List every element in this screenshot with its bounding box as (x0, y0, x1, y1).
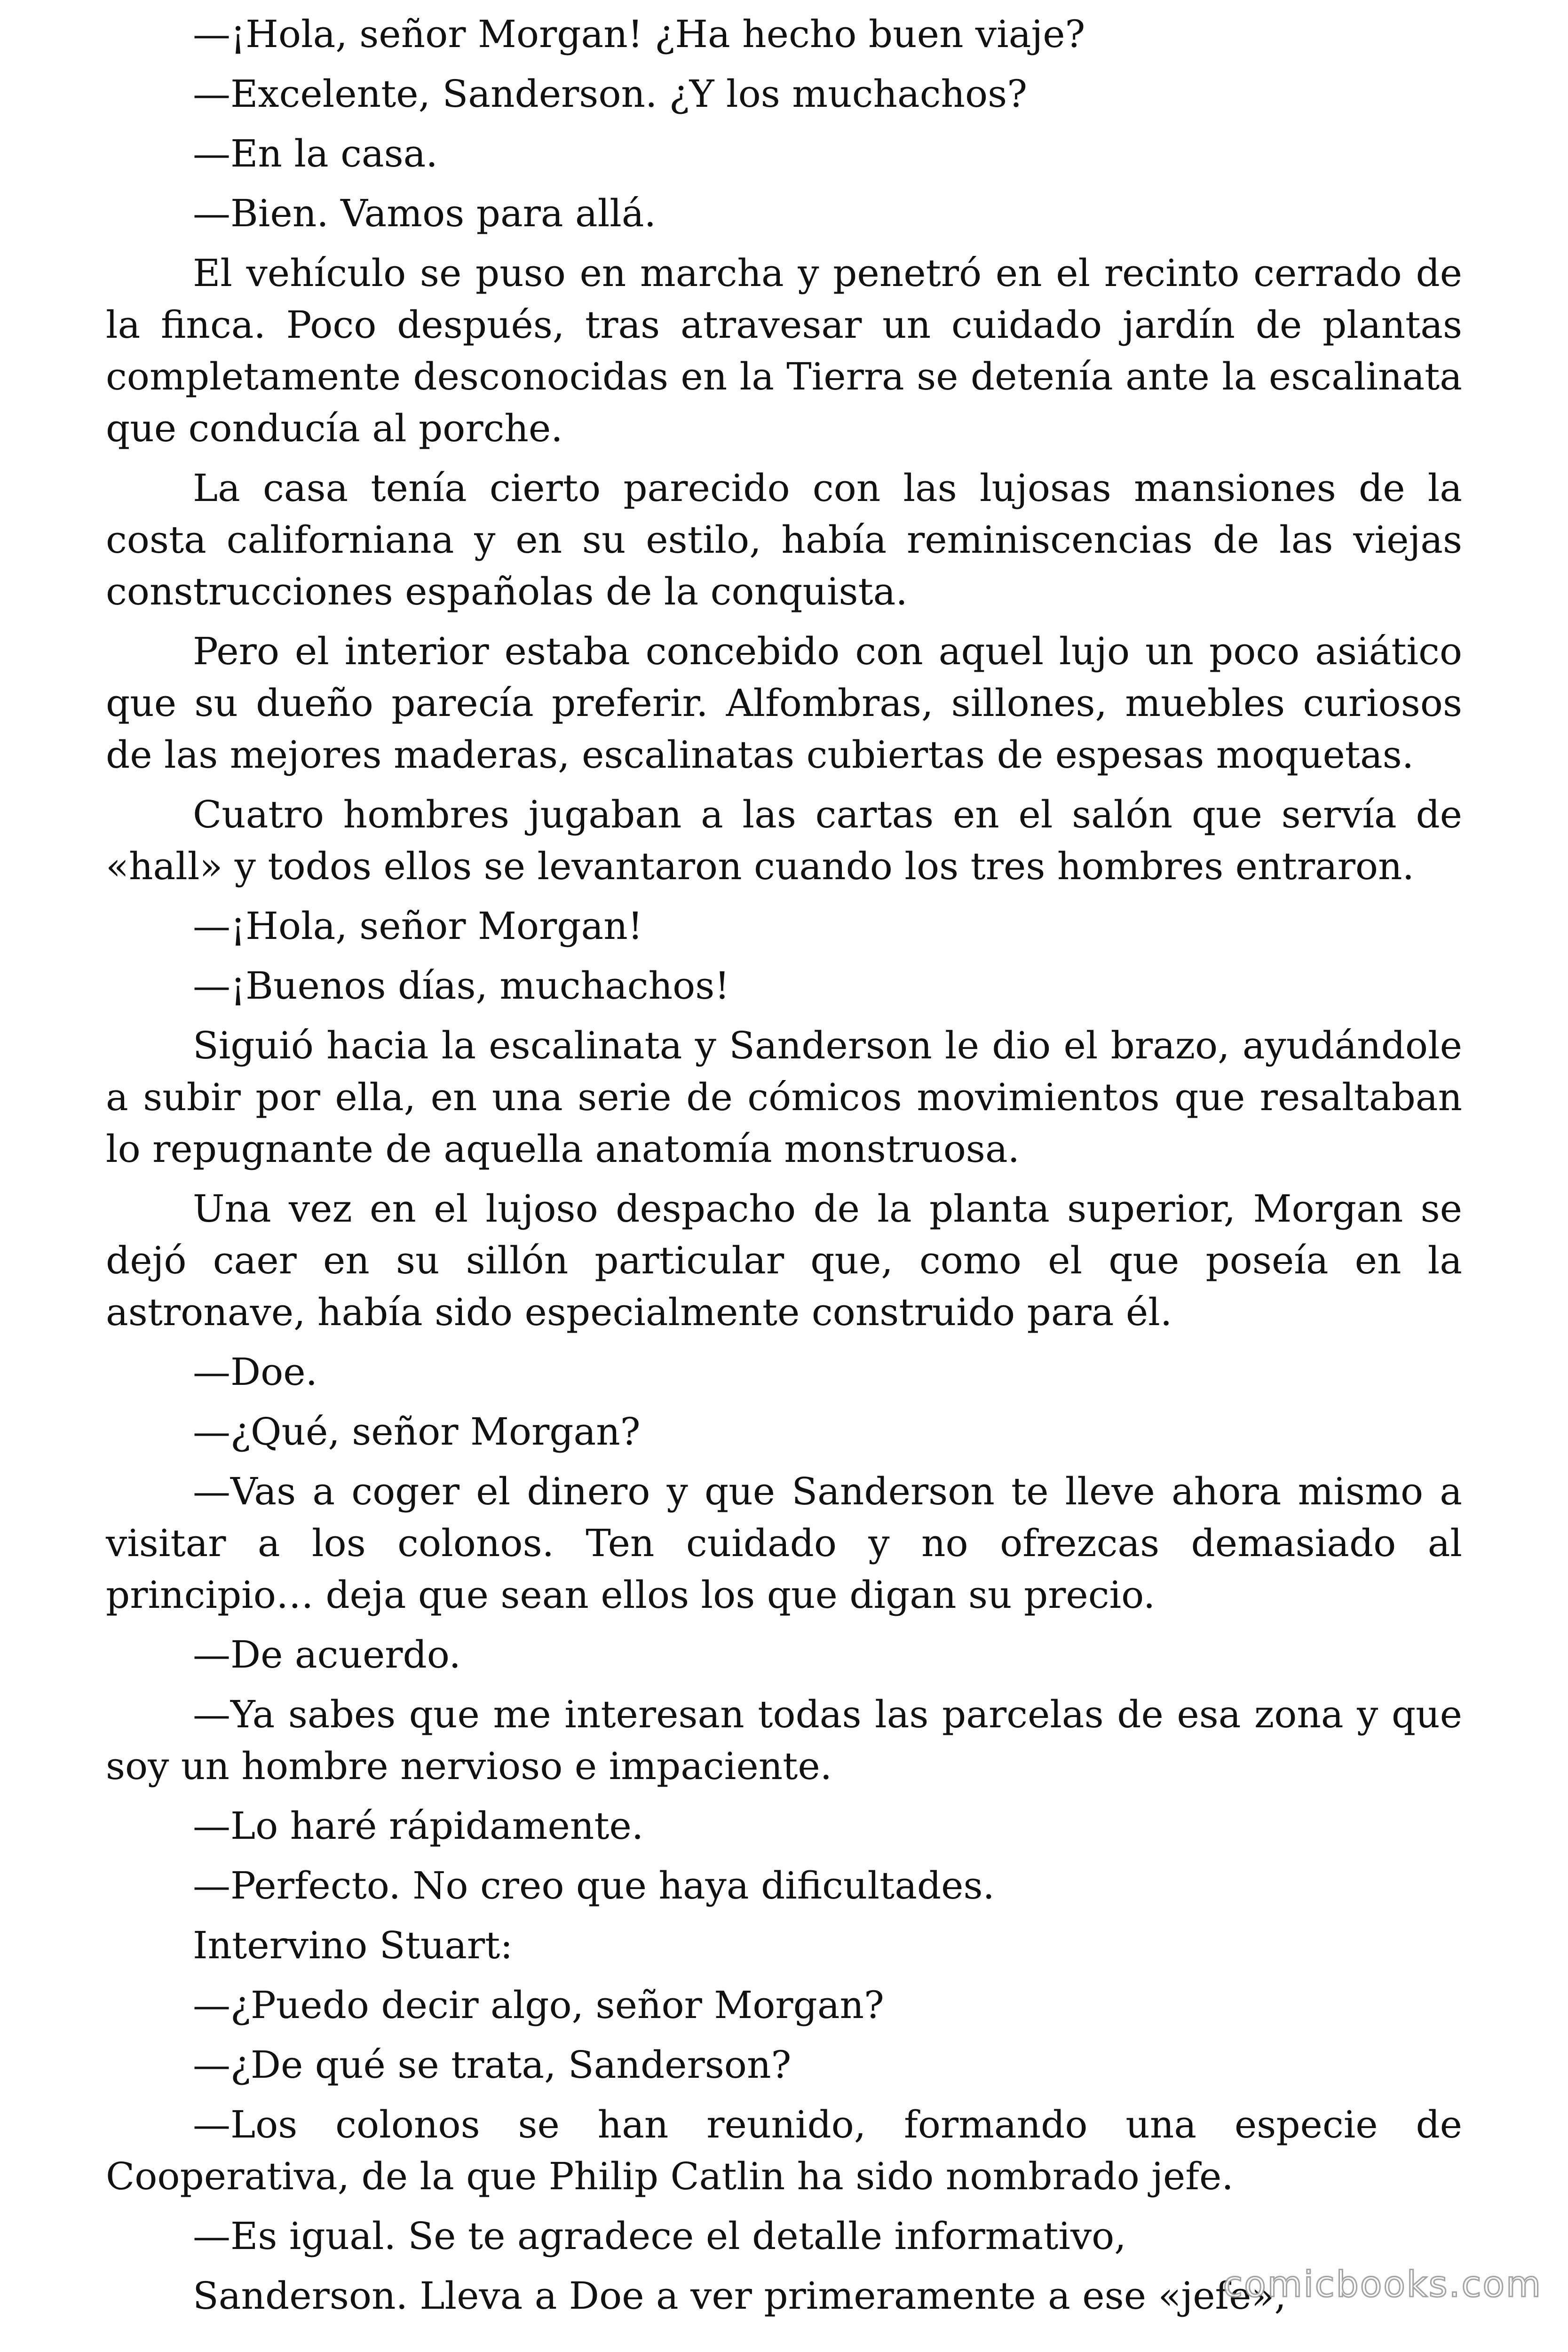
paragraph: —¿Qué, señor Morgan? (193, 1410, 641, 1454)
paragraph: —¡Buenos días, muchachos! (193, 964, 730, 1008)
paragraph: —Bien. Vamos para allá. (193, 191, 656, 235)
paragraph: Una vez en el lujoso despacho de la planta superior, Morgan se dejó caer en su sillón particular que, como el que poseía en la astronave, había sido especialmente construido para él. (106, 1187, 1462, 1334)
paragraph: —Los colonos se han reunido, formando una especie de Cooperativa, de la que Philip Catlin ha sido nombrado jefe. (106, 2103, 1462, 2198)
paragraph: —Doe. (193, 1350, 318, 1394)
paragraph: —En la casa. (193, 132, 438, 175)
watermark: comicbooks.com (1223, 2263, 1542, 2305)
paragraph: —Es igual. Se te agradece el detalle informativo, (193, 2214, 1126, 2258)
paragraph: —Perfecto. No creo que haya dificultades. (193, 1864, 995, 1907)
paragraph: La casa tenía cierto parecido con las lujosas mansiones de la costa californiana y en su estilo, había reminiscencias de las viejas construcciones españolas de la conquista. (106, 466, 1462, 613)
paragraph: —De acuerdo. (193, 1633, 461, 1677)
paragraph: —Ya sabes que me interesan todas las parcelas de esa zona y que soy un hombre nervioso e impaciente. (106, 1692, 1462, 1788)
paragraph: Siguió hacia la escalinata y Sanderson le dio el brazo, ayudándole a subir por ella, en una serie de cómicos movimientos que resaltaban lo repugnante de aquella anatomía monstruosa. (106, 1024, 1462, 1171)
paragraph: Cuatro hombres jugaban a las cartas en el salón que servía de «hall» y todos ellos se levantaron cuando los tres hombres entraron. (106, 793, 1462, 888)
paragraph: —¿Puedo decir algo, señor Morgan? (193, 1983, 884, 2027)
paragraph: Sanderson. Lleva a Doe a ver primeramente a ese «jefe», (193, 2274, 1286, 2318)
paragraph: Pero el interior estaba concebido con aquel lujo un poco asiático que su dueño parecía preferir. Alfombras, sillones, muebles curiosos de las mejores maderas, escalinatas cubiertas de espesas moquetas. (106, 629, 1462, 777)
paragraph: —Vas a coger el dinero y que Sanderson te lleve ahora mismo a visitar a los colonos. Ten cuidado y no ofrezcas demasiado al principio… deja que sean ellos los que digan su precio. (106, 1470, 1462, 1617)
paragraph: Intervino Stuart: (193, 1923, 513, 1967)
paragraph: —Excelente, Sanderson. ¿Y los muchachos? (193, 72, 1028, 116)
paragraph: —¡Hola, señor Morgan! ¿Ha hecho buen viaje? (193, 12, 1085, 56)
paragraph: El vehículo se puso en marcha y penetró en el recinto cerrado de la finca. Poco después, tras atravesar un cuidado jardín de plantas completamente desconocidas en la Tierra se detenía ante la escalinata que conducía al porche. (106, 251, 1462, 450)
paragraph: —¡Hola, señor Morgan! (193, 904, 643, 948)
page-text (106, 0, 1462, 2322)
paragraph: —¿De qué se trata, Sanderson? (193, 2043, 792, 2087)
paragraph: —Lo haré rápidamente. (193, 1804, 644, 1848)
